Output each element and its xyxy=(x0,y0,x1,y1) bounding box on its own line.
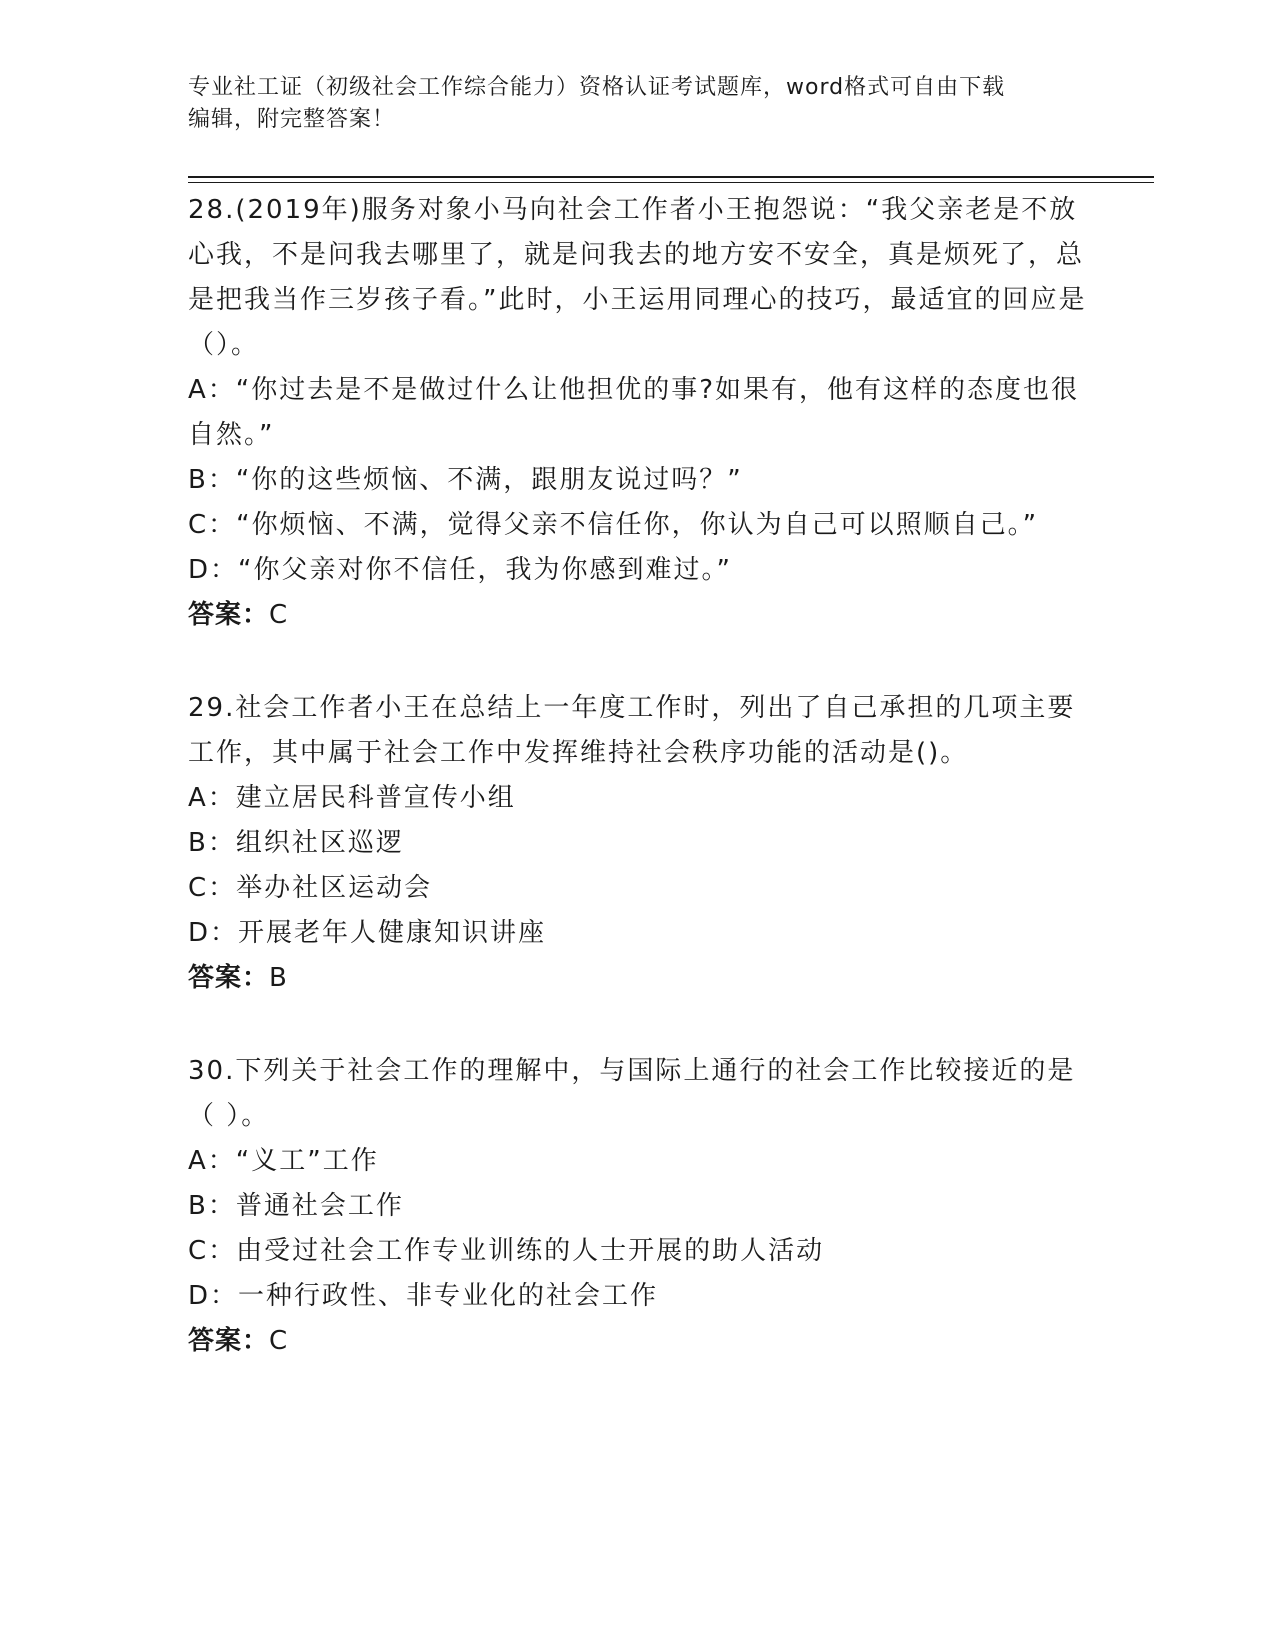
option-b: B：普通社会工作 xyxy=(188,1191,404,1221)
page-header xyxy=(188,72,1088,136)
option-c: C：由受过社会工作专业训练的人士开展的助人活动 xyxy=(188,1236,825,1266)
question-stem: 29.社会工作者小王在总结上一年度工作时，列出了自己承担的几项主要工作，其中属于社会工作中发挥维持社会秩序功能的活动是()。 xyxy=(188,693,1076,768)
header-line-1: 专业社工证（初级社会工作综合能力）资格认证考试题库，word格式可自由下载 xyxy=(188,75,1006,100)
question-stem: 28.(2019年)服务对象小马向社会工作者小王抱怨说：“我父亲老是不放心我，不是问我去哪里了，就是问我去的地方安不安全，真是烦死了，总是把我当作三岁孩子看。”此时，小王运用同理心的技巧，最适宜的回应是（）。 xyxy=(188,195,1087,360)
question-list xyxy=(188,188,1088,1412)
question-28 xyxy=(188,188,1088,638)
header-rule-thin xyxy=(188,182,1154,183)
option-c: C：“你烦恼、不满，觉得父亲不信任你，你认为自己可以照顺自己。” xyxy=(188,510,1039,540)
answer-value: B xyxy=(269,963,288,993)
answer-label: 答案： xyxy=(188,963,270,993)
option-d: D：开展老年人健康知识讲座 xyxy=(188,918,547,948)
answer-label: 答案： xyxy=(188,1326,270,1356)
answer-line xyxy=(188,1319,1088,1364)
option-b: B：“你的这些烦恼、不满，跟朋友说过吗？” xyxy=(188,465,743,495)
option-a: A：“你过去是不是做过什么让他担优的事?如果有，他有这样的态度也很自然。” xyxy=(188,375,1080,450)
answer-value: C xyxy=(269,1326,289,1356)
option-a: A：“义工”工作 xyxy=(188,1146,379,1176)
answer-line xyxy=(188,593,1088,638)
option-d: D：“你父亲对你不信任，我为你感到难过。” xyxy=(188,555,732,585)
option-b: B：组织社区巡逻 xyxy=(188,828,404,858)
header-rule-thick xyxy=(188,176,1154,178)
header-line-2: 编辑，附完整答案！ xyxy=(188,107,396,132)
answer-value: C xyxy=(269,600,289,630)
answer-label: 答案： xyxy=(188,600,270,630)
question-30 xyxy=(188,1049,1088,1364)
option-c: C：举办社区运动会 xyxy=(188,873,433,903)
option-a: A：建立居民科普宣传小组 xyxy=(188,783,516,813)
question-stem: 30.下列关于社会工作的理解中，与国际上通行的社会工作比较接近的是（ ）。 xyxy=(188,1056,1076,1131)
answer-line xyxy=(188,956,1088,1001)
option-d: D：一种行政性、非专业化的社会工作 xyxy=(188,1281,659,1311)
question-29 xyxy=(188,686,1088,1001)
